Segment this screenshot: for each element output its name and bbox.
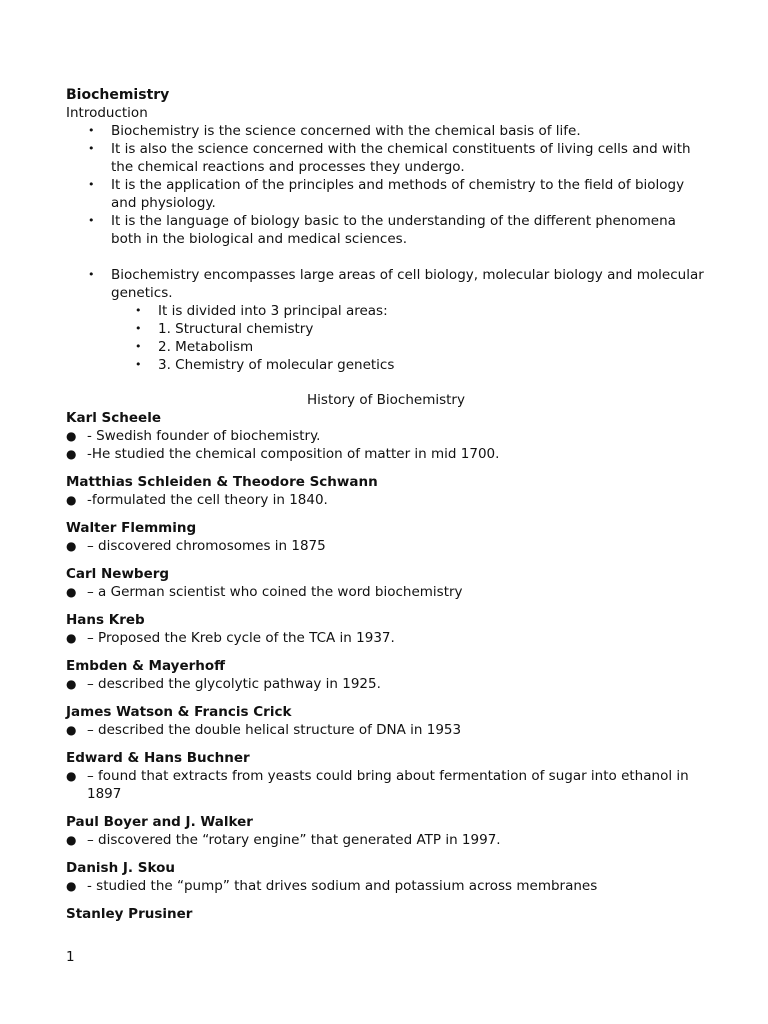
sub-list-item: • 3. Chemistry of molecular genetics (135, 357, 395, 373)
person-name: Walter Flemming (66, 520, 197, 536)
spacer (66, 248, 706, 266)
page-number: 1 (66, 949, 75, 965)
person-facts (66, 831, 706, 849)
scope-list (66, 266, 706, 374)
section-subtitle: Introduction (66, 105, 148, 121)
person-name: Hans Kreb (66, 612, 145, 628)
bullet-icon: ● (66, 833, 77, 847)
list-item: • Biochemistry is the science concerned with the chemical basis of life. (88, 123, 581, 139)
bullet-icon: • (88, 178, 95, 191)
list-item: ● -formulated the cell theory in 1840. (66, 492, 328, 508)
list-item: ● – Proposed the Kreb cycle of the TCA in 1937. (66, 630, 395, 646)
person-facts (66, 767, 706, 803)
person-facts (66, 721, 706, 739)
bullet-icon: • (88, 142, 95, 155)
list-item: • Biochemistry encompasses large areas of cell biology, molecular biology and molecular genetics. • It is divided into 3 principal areas: • 1. Structural chemistry • 2. Metabolism • 3. Chemistry of molecular genetics (66, 266, 706, 374)
bullet-icon: ● (66, 677, 77, 691)
person-facts (66, 583, 706, 601)
bullet-icon: ● (66, 879, 77, 893)
person-name: Matthias Schleiden & Theodore Schwann (66, 474, 378, 490)
sub-list-item: • It is divided into 3 principal areas: (135, 303, 388, 319)
sub-list (111, 302, 706, 374)
bullet-icon: ● (66, 539, 77, 553)
list-item: ● -He studied the chemical composition of matter in mid 1700. (66, 446, 500, 462)
person-name: Stanley Prusiner (66, 906, 193, 922)
bullet-icon: ● (66, 585, 77, 599)
person-facts (66, 629, 706, 647)
list-item: ● – described the double helical structure of DNA in 1953 (66, 722, 462, 738)
list-item: ● - studied the “pump” that drives sodium and potassium across membranes (66, 878, 598, 894)
list-item: ● – discovered the “rotary engine” that generated ATP in 1997. (66, 832, 501, 848)
person-facts (66, 537, 706, 555)
sub-list-item: • 2. Metabolism (135, 339, 254, 355)
bullet-icon: ● (66, 447, 77, 461)
bullet-icon: • (135, 340, 142, 353)
document-page (66, 86, 706, 923)
bullet-icon: • (135, 322, 142, 335)
person-name: Paul Boyer and J. Walker (66, 814, 253, 830)
person-name: James Watson & Francis Crick (66, 704, 292, 720)
history-heading: History of Biochemistry (307, 392, 465, 408)
list-item: ● – discovered chromosomes in 1875 (66, 538, 326, 554)
sub-list-item: • 1. Structural chemistry (135, 321, 314, 337)
bullet-icon: • (135, 358, 142, 371)
person-name: Embden & Mayerhoff (66, 658, 226, 674)
list-item: ● – described the glycolytic pathway in 1925. (66, 676, 381, 692)
bullet-icon: • (88, 124, 95, 137)
bullet-icon: ● (66, 493, 77, 507)
list-item: • It is the language of biology basic to the understanding of the different phenomena both in the biological and medical sciences. (88, 213, 676, 247)
person-facts (66, 491, 706, 509)
person-facts (66, 427, 706, 463)
document-title: Biochemistry (66, 87, 170, 103)
bullet-icon: ● (66, 631, 77, 645)
person-name: Karl Scheele (66, 410, 161, 426)
bullet-icon: • (135, 304, 142, 317)
person-name: Danish J. Skou (66, 860, 175, 876)
intro-list (66, 122, 706, 248)
list-item: ● – found that extracts from yeasts could bring about fermentation of sugar into ethanol in 1897 (66, 768, 689, 802)
list-item: ● – a German scientist who coined the word biochemistry (66, 584, 463, 600)
person-name: Carl Newberg (66, 566, 170, 582)
bullet-icon: ● (66, 429, 77, 443)
person-facts (66, 675, 706, 693)
bullet-icon: • (88, 214, 95, 227)
person-name: Edward & Hans Buchner (66, 750, 250, 766)
history-section (66, 409, 706, 923)
list-item: ● - Swedish founder of biochemistry. (66, 428, 321, 444)
list-item: • It is the application of the principles and methods of chemistry to the field of biology and physiology. (88, 177, 685, 211)
person-facts (66, 877, 706, 895)
bullet-icon: ● (66, 723, 77, 737)
bullet-icon: ● (66, 769, 77, 783)
list-item: • It is also the science concerned with the chemical constituents of living cells and with the chemical reactions and processes they undergo. (88, 141, 691, 175)
bullet-icon: • (88, 268, 95, 281)
